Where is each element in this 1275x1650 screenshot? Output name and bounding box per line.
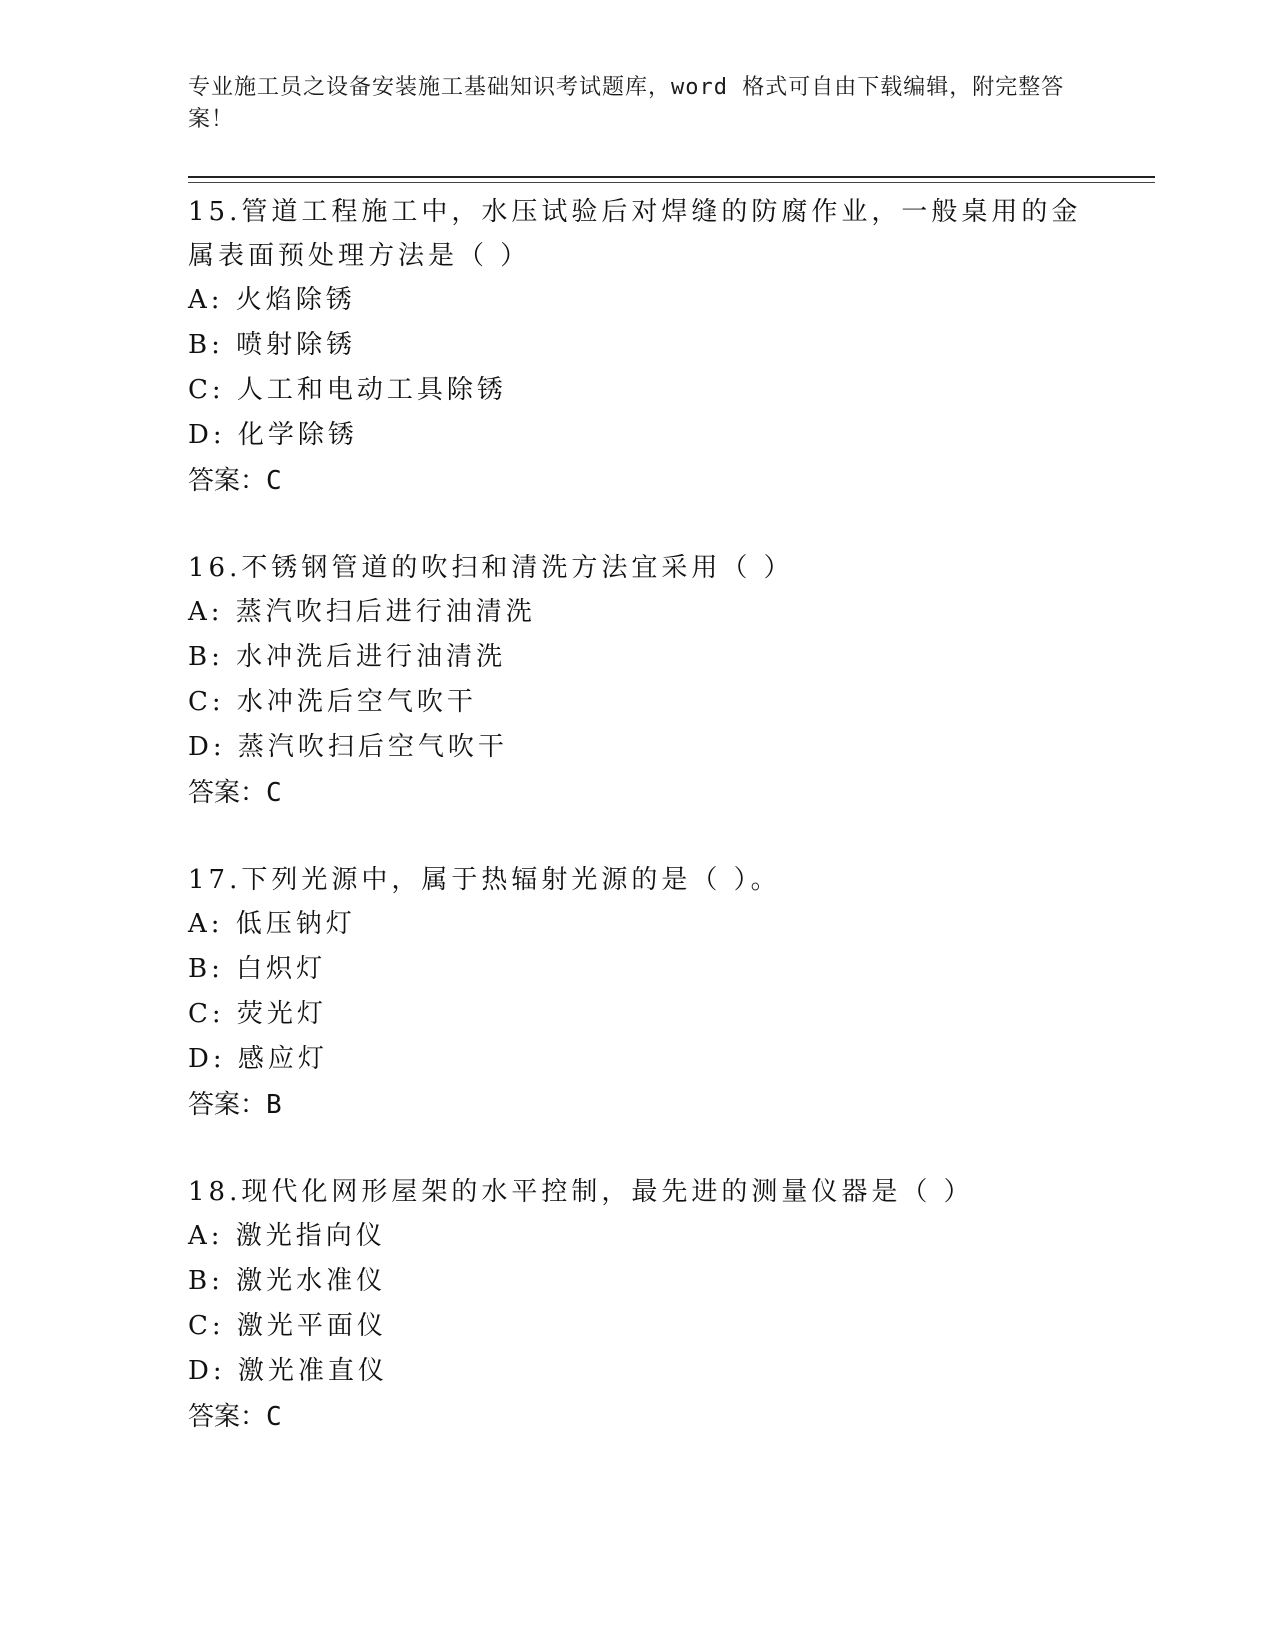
answer-label: 答案：: [188, 1090, 267, 1120]
question-stem: 18.现代化网形屋架的水平控制，最先进的测量仪器是（ ）: [188, 1177, 974, 1207]
answer-value: B: [266, 1090, 282, 1120]
option-a: A: 蒸汽吹扫后进行油清洗: [188, 597, 536, 627]
answer-label: 答案：: [188, 1402, 267, 1432]
answer-value: C: [266, 1402, 282, 1432]
answer-line: [188, 770, 1088, 816]
option-b: B: 白炽灯: [188, 954, 327, 984]
option-c: C: 水冲洗后空气吹干: [188, 687, 477, 717]
option-c: C: 激光平面仪: [188, 1311, 387, 1341]
option-c: C: 荧光灯: [188, 999, 327, 1029]
header-rule-thin: [188, 182, 1155, 183]
option-a: A: 激光指向仪: [188, 1221, 386, 1251]
answer-value: C: [266, 466, 282, 496]
header-rule-thick: [188, 176, 1155, 178]
option-a: A: 火焰除锈: [188, 285, 356, 315]
option-c: C: 人工和电动工具除锈: [188, 375, 507, 405]
option-d: D: 激光准直仪: [188, 1356, 388, 1386]
option-b: B: 水冲洗后进行油清洗: [188, 642, 507, 672]
option-b: B: 激光水准仪: [188, 1266, 387, 1296]
answer-line: [188, 1082, 1088, 1128]
question-16: [188, 546, 1088, 816]
question-list: [188, 190, 1088, 1482]
option-d: D: 蒸汽吹扫后空气吹干: [188, 732, 508, 762]
question-stem: 17.下列光源中，属于热辐射光源的是（ ）。: [188, 865, 781, 895]
question-stem: 16.不锈钢管道的吹扫和清洗方法宜采用（ ）: [188, 553, 794, 583]
option-d: D: 感应灯: [188, 1044, 328, 1074]
question-stem: 15.管道工程施工中，水压试验后对焊缝的防腐作业，一般桌用的金属表面预处理方法是（ ）: [188, 197, 1082, 271]
answer-label: 答案：: [188, 778, 267, 808]
document-header: 专业施工员之设备安装施工基础知识考试题库，word 格式可自由下载编辑，附完整答案！: [188, 75, 1065, 132]
question-15: [188, 190, 1088, 504]
option-a: A: 低压钠灯: [188, 909, 356, 939]
answer-label: 答案：: [188, 466, 267, 496]
answer-line: [188, 458, 1088, 504]
answer-value: C: [266, 778, 282, 808]
answer-line: [188, 1394, 1088, 1440]
question-17: [188, 858, 1088, 1128]
question-18: [188, 1170, 1088, 1440]
option-d: D: 化学除锈: [188, 420, 358, 450]
option-b: B: 喷射除锈: [188, 330, 357, 360]
